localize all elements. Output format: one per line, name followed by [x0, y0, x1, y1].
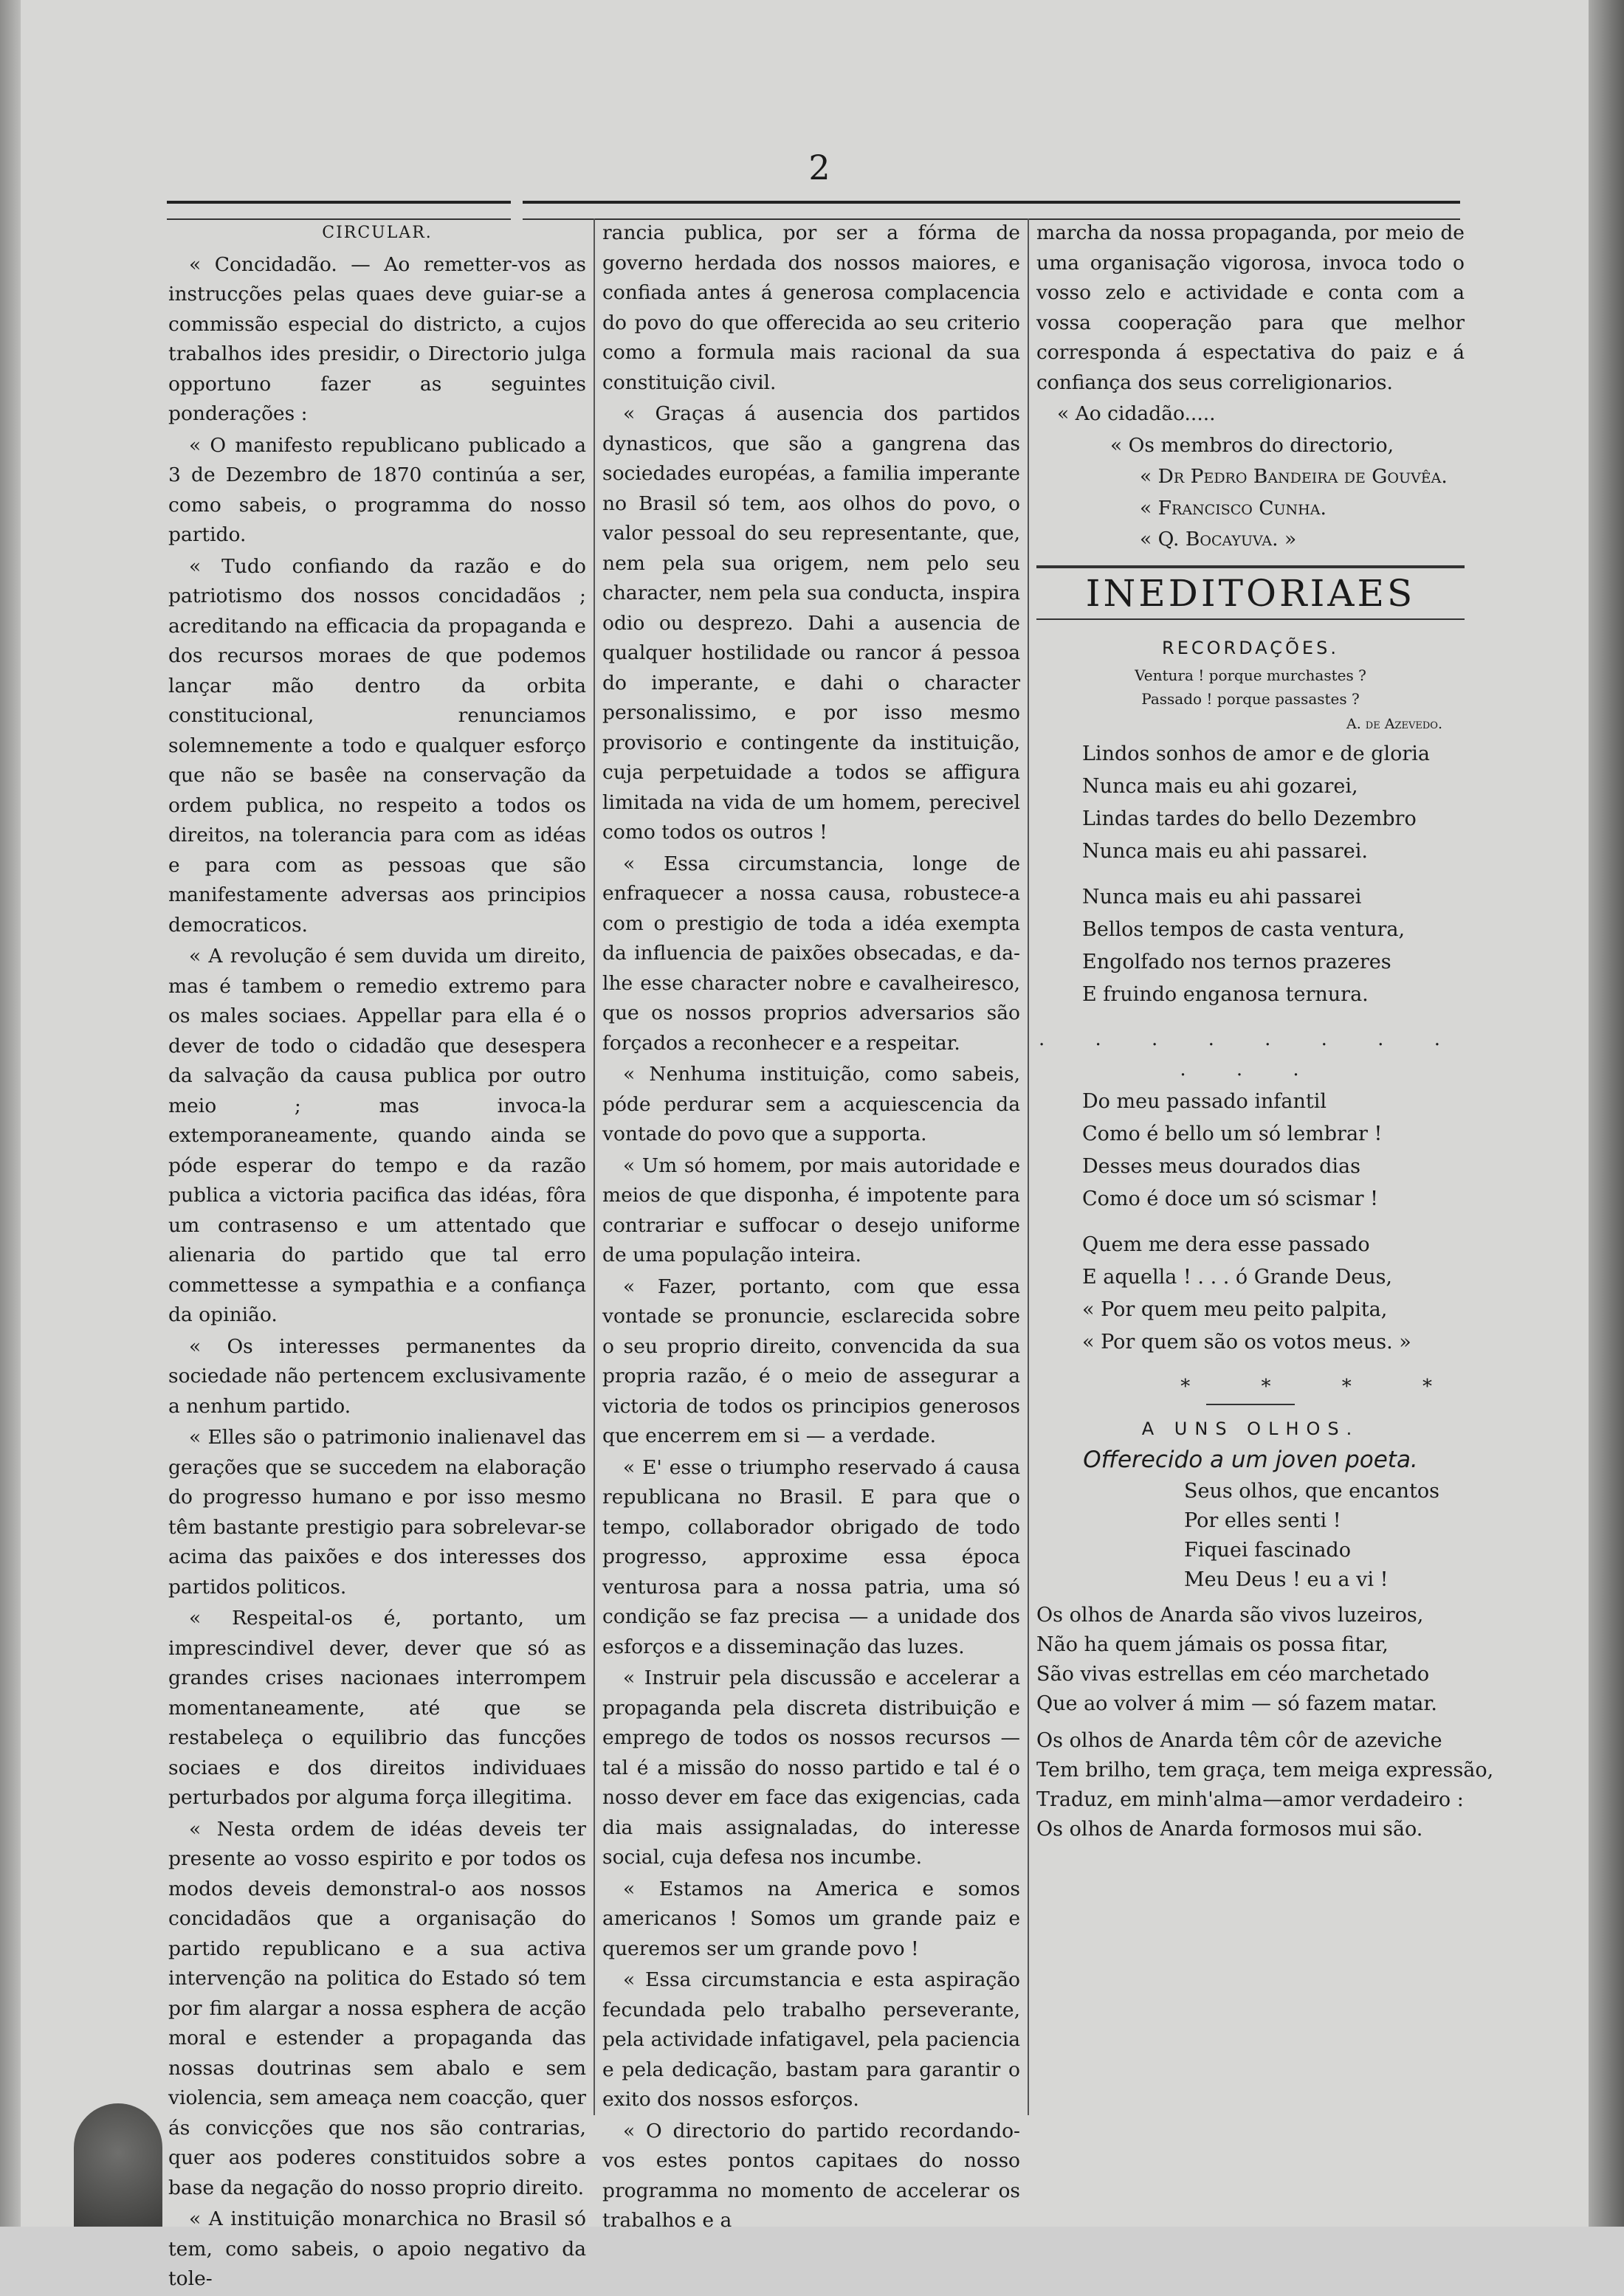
page-edge-right	[1589, 0, 1624, 2227]
paragraph: « Nenhuma instituição, como sabeis, póde perdurar sem a acquiescencia da vontade do povo que a supporta.	[602, 1063, 1020, 1145]
paragraph: « A instituição monarchica no Brasil só tem, como sabeis, o apoio negativo da tole-	[168, 2207, 586, 2290]
verse-line: Lindos sonhos de amor e de gloria	[1082, 742, 1431, 765]
verse-line: « Por quem meu peito palpita,	[1082, 1298, 1388, 1321]
paragraph: « Ao cidadão.....	[1057, 402, 1216, 425]
ellipsis-row: . . . . . . . . . . .	[1039, 1028, 1462, 1080]
stanza	[1082, 1086, 1465, 1216]
stanza	[1082, 1229, 1465, 1359]
verse-line: Do meu passado infantil	[1082, 1090, 1327, 1113]
column-2	[602, 218, 1020, 2238]
verse-line: São vivas estrellas em céo marchetado	[1036, 1662, 1430, 1686]
stanza	[1036, 1726, 1494, 1844]
paragraph: « Concidadão. — Ao remetter-vos as instrucções pelas quaes deve guiar-se a commissão especial do districto, a cujos trabalhos ides presidir, o Directorio julga opportuno fazer as seguintes ponderações :	[168, 252, 586, 425]
paragraph: « Estamos na America e somos americanos ! Somos um grande paiz e queremos ser um grande povo !	[602, 1877, 1020, 1960]
signatory: « Dr Pedro Bandeira de Gouvêa.	[1140, 465, 1448, 488]
poem-title: A UNS OLHOS.	[1141, 1418, 1360, 1439]
asterism: * * * *	[1180, 1376, 1465, 1398]
poem-dedication: Offerecido a um joven poeta.	[1083, 1447, 1418, 1473]
verse-line: Como é bello um só lembrar !	[1082, 1123, 1383, 1145]
verse-line: Nunca mais eu ahi passarei.	[1082, 840, 1368, 863]
verse-line: « Por quem são os votos meus. »	[1082, 1331, 1411, 1354]
signatory: « Francisco Cunha.	[1140, 496, 1327, 520]
stanza	[1082, 738, 1465, 868]
verse-line: Nunca mais eu ahi passarei	[1082, 886, 1362, 909]
column-3	[1036, 218, 1494, 1852]
verse-line: Meu Deus ! eu a vi !	[1184, 1568, 1389, 1591]
verse-line: Nunca mais eu ahi gozarei,	[1082, 775, 1358, 798]
verse-line: Não ha quem jámais os possa fitar,	[1036, 1633, 1389, 1656]
paragraph: « Essa circumstancia e esta aspiração fecundada pelo trabalho perseverante, pela actividade infatigavel, pela paciencia e pela dedicação, bastam para garantir o exito dos nossos esforços.	[602, 1968, 1020, 2111]
page-number: 2	[808, 148, 830, 187]
closing-line: « Os membros do directorio,	[1110, 433, 1394, 457]
paragraph: « Graças á ausencia dos partidos dynasticos, que são a gangrena das sociedades européas, a familia imperante no Brasil só tem, aos olhos do povo, o valor pessoal do seu representante, que, nem pela sua origem, nem pelo seu character, nem pela sua conducta, inspira odio ou desprezo. Dahi a ausencia de qualquer hostilidade ou rancor á pessoa do imperante, e dahi o character personalissimo, e por isso mesmo provisorio e contingente da instituição, cuja perpetuidade a todos se affigura limitada na vida de um homem, perecivel como todos os outros !	[602, 402, 1020, 844]
verse-line: Engolfado nos ternos prazeres	[1082, 951, 1391, 973]
epigraph-line: Ventura ! porque murchastes ?	[1135, 666, 1366, 684]
column-1	[168, 218, 586, 2296]
column-divider	[593, 218, 595, 2115]
verse-line: Bellos tempos de casta ventura,	[1082, 918, 1405, 941]
verse-line: Os olhos de Anarda são vivos luzeiros,	[1036, 1603, 1424, 1627]
epigraph-line: Passado ! porque passastes ?	[1141, 690, 1360, 708]
divider	[1206, 1404, 1295, 1405]
paragraph: « Os interesses permanentes da sociedade não pertencem exclusivamente a nenhum partido.	[168, 1334, 586, 1418]
paragraph: « E' esse o triumpho reservado á causa republicana no Brasil. E para que o tempo, collaborador obrigado de todo progresso, approxime essa época venturosa para a nossa patria, uma só condição se faz precisa — a unidade dos esforços e a disseminação das luzes.	[602, 1455, 1020, 1658]
stanza	[1082, 881, 1465, 1011]
paragraph: « Nesta ordem de idéas deveis ter presente ao vosso espirito e por todos os modos deveis demonstral-o aos nossos concidadãos que a organisação do partido republicano e a sua activa intervenção na politica do Estado só tem por fim alargar a nossa esphera de acção moral e estender a propaganda das nossas doutrinas sem abalo e sem violencia, sem ameaça nem coacção, quer ás convicções que nos são contrarias, quer aos poderes constituidos sobre a base da negação do nosso proprio direito.	[168, 1817, 586, 2199]
verse-line: E aquella ! . . . ó Grande Deus,	[1082, 1266, 1393, 1289]
verse-line: Lindas tardes do bello Dezembro	[1082, 807, 1417, 830]
paragraph: « A revolução é sem duvida um direito, mas é tambem o remedio extremo para os males sociaes. Appellar para ella é o dever de todo o cidadão que desespera da salvação da causa publica por outro meio ; mas invoca-la extemporaneamente, quando ainda se póde esperar do tempo e da razão publica a victoria pacifica das idéas, fôra um contrasenso e um attentado que alienaria do partido que tal erro commettesse a sympathia e a confiança da opinião.	[168, 945, 586, 1326]
stanza	[1184, 1477, 1465, 1595]
verse-line: Como é doce um só scismar !	[1082, 1187, 1378, 1210]
circular-title: CIRCULAR.	[322, 224, 433, 242]
paragraph: « Elles são o patrimonio inalienavel das gerações que se succedem na elaboração do progresso humano e por isso mesmo têm bastante prestigio para sobrelevar-se acima das paixões e dos interesses dos partidos politicos.	[168, 1426, 586, 1599]
paragraph: « O directorio do partido recordando-vos estes pontos capitaes do nosso programma no momento de accelerar os trabalhos e a	[602, 2119, 1020, 2232]
verse-line: Traduz, em minh'alma—amor verdadeiro :	[1036, 1787, 1464, 1811]
paragraph: marcha da nossa propaganda, por meio de uma organisação vigorosa, invoca todo o vosso zelo e actividade e conta com a vossa cooperação para que melhor corresponda á espectativa do paiz e á confiança dos seus correligionarios.	[1036, 221, 1465, 394]
section-rule	[1036, 618, 1465, 620]
paragraph: « O manifesto republicano publicado a 3 de Dezembro de 1870 continúa a ser, como sabeis, o programma do nosso partido.	[168, 433, 586, 546]
section-heading: INEDITORIAES	[1085, 571, 1416, 615]
paragraph: « Fazer, portanto, com que essa vontade se pronuncie, esclarecida sobre o seu proprio direito, convencida da sua propria razão, é o meio de assegurar a victoria de todos os principios generosos que encerrem em si — a verdade.	[602, 1275, 1020, 1447]
verse-line: Fiquei fascinado	[1184, 1538, 1351, 1562]
verse-line: Tem brilho, tem graça, tem meiga expressão,	[1036, 1758, 1494, 1782]
header-rule-left	[167, 201, 511, 220]
verse-line: Por elles senti !	[1184, 1509, 1341, 1532]
paragraph: « Um só homem, por mais autoridade e meios de que disponha, é impotente para contrariar e suffocar o desejo uniforme de uma população inteira.	[602, 1154, 1020, 1266]
section-rule	[1036, 565, 1465, 568]
paragraph: « Respeital-os é, portanto, um imprescindivel dever, dever que só as grandes crises nacionaes interrompem momentaneamente, até que se restabeleça o equilibrio das funcções sociaes e dos direitos individuaes perturbados por alguma força illegitima.	[168, 1607, 586, 1809]
verse-line: Seus olhos, que encantos	[1184, 1479, 1440, 1503]
page-edge-left	[0, 0, 21, 2227]
thumb-shadow	[74, 2103, 162, 2227]
verse-line: Os olhos de Anarda têm côr de azeviche	[1036, 1728, 1442, 1752]
verse-line: Os olhos de Anarda formosos mui são.	[1036, 1817, 1423, 1841]
paragraph: « Essa circumstancia, longe de enfraquecer a nossa causa, robustece-a com o prestigio de toda a idéa exempta da influencia de paixões obsecadas, e da-lhe esse character nobre e cavalheiresco, que os nossos proprios adversarios são forçados a reconhecer e a respeitar.	[602, 852, 1020, 1055]
stanza	[1036, 1601, 1465, 1719]
paragraph: rancia publica, por ser a fórma de governo herdada dos nossos maiores, e confiada antes á generosa complacencia do povo do que offerecida ao seu criterio como a formula mais racional da sua constituição civil.	[602, 221, 1020, 394]
header-rule-right	[523, 201, 1460, 220]
verse-line: Desses meus dourados dias	[1082, 1155, 1360, 1178]
verse-line: Quem me dera esse passado	[1082, 1233, 1370, 1256]
signatory: « Q. Bocayuva. »	[1140, 528, 1297, 551]
column-divider	[1028, 218, 1029, 2115]
verse-line: Que ao volver á mim — só fazem matar.	[1036, 1692, 1437, 1715]
poem-title: RECORDAÇÕES.	[1162, 637, 1339, 658]
verse-line: E fruindo enganosa ternura.	[1082, 983, 1369, 1006]
paragraph: « Instruir pela discussão e accelerar a propaganda pela discreta distribuição e emprego de todos os nossos recursos — tal é a missão do nosso partido e tal é o nosso dever em face das exigencias, cada dia mais assignaladas, do interesse social, cuja defesa nos incumbe.	[602, 1666, 1020, 1869]
epigraph-author: A. de Azevedo.	[1346, 716, 1442, 732]
paragraph: « Tudo confiando da razão e do patriotismo dos nossos concidadãos ; acreditando na efficacia da propaganda e dos recursos moraes de que podemos lançar mão dentro da orbita constitucional, renunciamos solemnemente a todo e qualquer esforço que não se basêe na conservação da ordem publica, no respeito a todos os direitos, na tolerancia para com as idéas e para com as pessoas que são manifestamente adversas aos principios democraticos.	[168, 554, 586, 937]
